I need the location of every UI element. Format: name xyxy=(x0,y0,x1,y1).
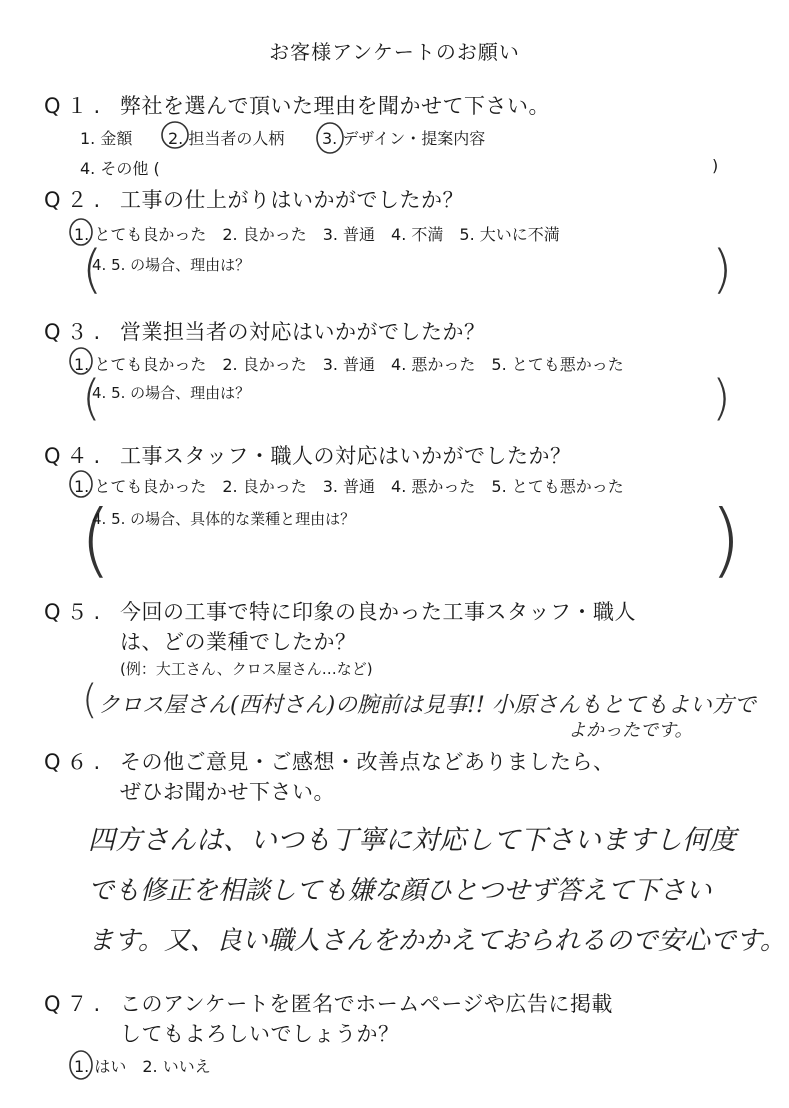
question-6-text-1: その他ご意見・ご感想・改善点などありましたら、 xyxy=(120,750,615,774)
question-4-number: Q４. xyxy=(44,444,107,468)
question-5-text-2: は、どの業種でしたか？ xyxy=(120,630,357,654)
q3-open-paren: ( xyxy=(82,370,101,426)
q4-reason-label: 4. 5. の場合、具体的な業種と理由は？ xyxy=(92,510,356,528)
page-title: お客様アンケートのお願い xyxy=(269,40,520,64)
question-7-text-1: このアンケートを匿名でホームページや広告に掲載 xyxy=(120,992,613,1016)
question-7 xyxy=(44,988,613,1018)
q1-option-1[interactable]: 1. 金額 xyxy=(80,129,133,148)
question-1 xyxy=(44,90,550,120)
q2-options[interactable]: 1. とても良かった 2. 良かった 3. 普通 4. 不満 5. 大いに不満 xyxy=(74,225,560,244)
q5-open-paren: ( xyxy=(82,677,98,723)
question-5-number: Q５. xyxy=(44,600,107,624)
q1-option-2[interactable]: 2. 担当者の人柄 xyxy=(168,129,285,148)
q4-open-paren: ( xyxy=(80,493,112,586)
q3-options[interactable]: 1. とても良かった 2. 良かった 3. 普通 4. 悪かった 5. とても悪かった xyxy=(74,355,624,374)
q3-reason-label: 4. 5. の場合、理由は？ xyxy=(92,384,251,402)
q6-handwritten-answer-1: 四方さんは、いつも丁寧に対応して下さいますし何度 xyxy=(88,825,736,856)
q3-close-paren: ) xyxy=(712,370,731,426)
q1-option-3[interactable]: 3. デザイン・提案内容 xyxy=(322,129,486,148)
question-4-text: 工事スタッフ・職人の対応はいかがでしたか？ xyxy=(120,444,572,468)
question-3 xyxy=(44,316,486,346)
q1-option-4[interactable]: 4. その他 ( xyxy=(80,159,160,178)
question-2 xyxy=(44,184,464,214)
q6-handwritten-answer-2: でも修正を相談しても嫌な顔ひとつせず答えて下さい xyxy=(88,876,712,906)
q7-options[interactable]: 1. はい 2. いいえ xyxy=(74,1057,211,1076)
question-1-text: 弊社を選んで頂いた理由を聞かせて下さい。 xyxy=(120,94,550,118)
question-4 xyxy=(44,440,572,470)
q2-reason-label: 4. 5. の場合、理由は？ xyxy=(92,256,251,274)
q1-option-4-close-paren: ) xyxy=(712,156,719,175)
q5-handwritten-answer-2: よかったです。 xyxy=(568,720,693,741)
question-7-number: Q７. xyxy=(44,992,107,1016)
q2-close-paren: ) xyxy=(712,240,733,300)
q2-open-paren: ( xyxy=(82,240,103,300)
question-2-text: 工事の仕上がりはいかがでしたか？ xyxy=(120,188,464,212)
question-5 xyxy=(44,596,636,626)
question-7-text-2: してもよろしいでしょうか？ xyxy=(120,1022,400,1046)
question-2-number: Q２. xyxy=(44,188,107,212)
q4-options[interactable]: 1. とても良かった 2. 良かった 3. 普通 4. 悪かった 5. とても悪かった xyxy=(74,477,624,496)
q5-example: (例：大工さん、クロス屋さん…など) xyxy=(120,660,373,678)
question-6-number: Q６. xyxy=(44,750,107,774)
q6-handwritten-answer-3: ます。又、良い職人さんをかかえておられるので安心です。 xyxy=(88,926,786,956)
question-1-number: Q１. xyxy=(44,94,107,118)
question-6 xyxy=(44,746,615,776)
question-6-text-2: ぜひお聞かせ下さい。 xyxy=(120,780,335,804)
question-3-text: 営業担当者の対応はいかがでしたか？ xyxy=(120,320,486,344)
question-3-number: Q３. xyxy=(44,320,107,344)
q5-handwritten-answer-1: クロス屋さん(西村さん)の腕前は見事!! 小原さんもとてもよい方で xyxy=(98,693,756,718)
question-5-text-1: 今回の工事で特に印象の良かった工事スタッフ・職人 xyxy=(120,600,636,624)
q4-close-paren: ) xyxy=(710,493,742,586)
